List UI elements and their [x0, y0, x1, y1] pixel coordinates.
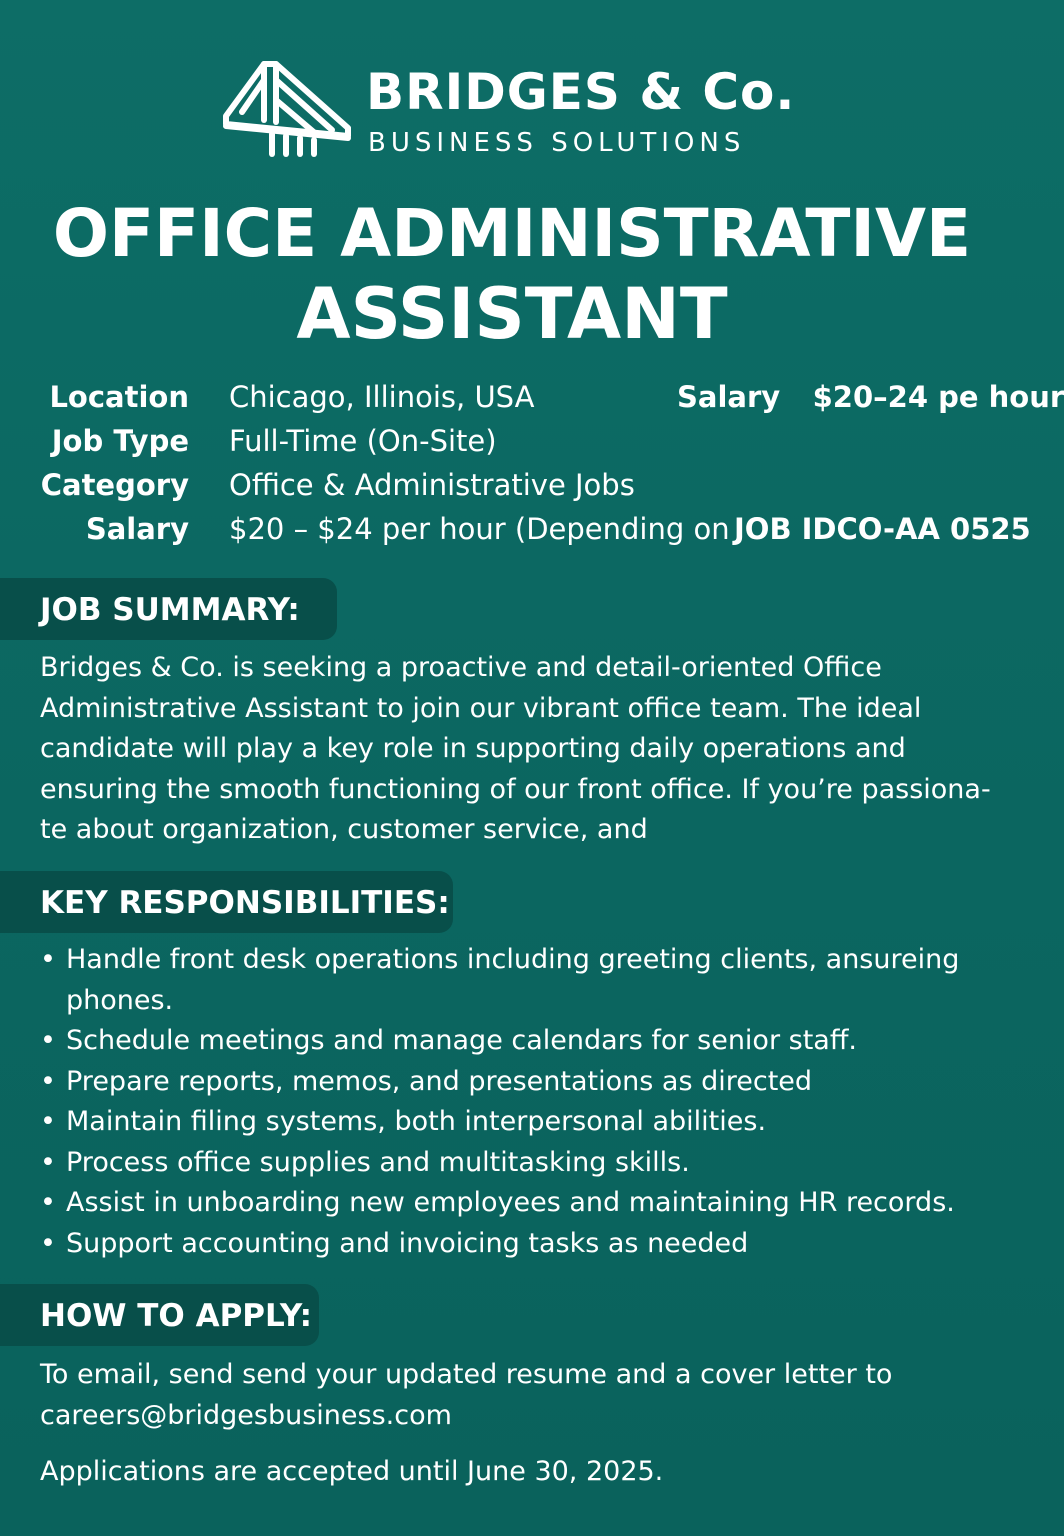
apply-email-link[interactable]: careers@bridgesbusiness.com: [40, 1399, 452, 1431]
category-label: Category: [40, 468, 189, 502]
job-title-line-1: OFFICE ADMINISTRATIVE: [52, 195, 972, 272]
responsibility-text: Assist in unboarding new employees and maintaining HR records.: [66, 1187, 955, 1218]
job-type-value: Full-Time (On-Site): [229, 424, 497, 458]
salary-label: Salary: [85, 512, 189, 546]
list-item: [40, 1224, 1000, 1265]
bullet-icon: •: [40, 1106, 56, 1137]
job-title-line-2: ASSISTANT: [296, 273, 728, 355]
summary-line: Administrative Assistant to join our vibrant office team. The ideal: [40, 692, 922, 724]
summary-line: Bridges & Co. is seeking a proactive and detail-oriented Office: [40, 652, 882, 683]
salary-value: $20 – $24 per hour (Depending on: [229, 512, 730, 546]
job-id-value: CO-AA 0525: [836, 512, 1031, 546]
responsibility-text: Schedule meetings and manage calendars for senior staff.: [66, 1025, 858, 1056]
responsibility-text: Process office supplies and multitasking skills.: [66, 1146, 690, 1178]
location-label: Location: [49, 380, 189, 414]
list-item: [40, 1021, 1000, 1062]
side-salary-value: $20–24 pe hour: [812, 380, 1064, 414]
list-item: [40, 1102, 1000, 1143]
bullet-icon: •: [40, 1187, 56, 1218]
responsibility-text: Maintain filing systems, both interpersonal abilities.: [66, 1106, 767, 1137]
bullet-icon: •: [40, 1025, 56, 1056]
bridge-icon: [222, 54, 354, 158]
apply-heading: HOW TO APPLY:: [40, 1298, 313, 1334]
summary-heading: JOB SUMMARY:: [40, 592, 300, 628]
summary-paragraph: [40, 648, 990, 851]
bullet-icon: •: [40, 1227, 56, 1259]
side-salary-label: Salary: [677, 380, 781, 414]
responsibility-text: Support accounting and invoicing tasks as needed: [66, 1227, 749, 1259]
summary-line: candidate will play a key role in supporting daily operations and: [40, 733, 906, 764]
job-type-label: Job Type: [51, 424, 189, 458]
location-value: Chicago, Illinois, USA: [229, 380, 535, 414]
list-item: [40, 1143, 1000, 1184]
apply-instruction-text: To email, send send your updated resume and a cover letter to: [40, 1359, 893, 1390]
responsibilities-list: [40, 940, 1000, 1264]
brand-name: BRIDGES & Co.: [366, 63, 796, 121]
list-item: [40, 940, 1000, 1021]
apply-deadline: Applications are accepted until June 30, 2025.: [40, 1456, 664, 1487]
responsibilities-heading: KEY RESPONSIBILITIES:: [40, 885, 450, 921]
list-item: [40, 1062, 1000, 1103]
job-id: [734, 511, 1031, 547]
list-item: [40, 1183, 1000, 1224]
bullet-icon: •: [40, 1146, 56, 1178]
summary-line: te about organization, customer service, and: [40, 814, 648, 845]
brand-tagline: BUSINESS SOLUTIONS: [368, 128, 746, 158]
apply-instructions: [40, 1355, 990, 1436]
bullet-icon: •: [40, 1065, 56, 1097]
job-id-label: JOB ID: [734, 512, 837, 546]
company-logo: [222, 52, 822, 162]
summary-line: ensuring the smooth functioning of our front office. If you’re passiona-: [40, 773, 991, 805]
responsibility-text: Prepare reports, memos, and presentations as directed: [66, 1065, 813, 1097]
side-salary: [677, 379, 1064, 415]
responsibility-text: Handle front desk operations including greeting clients, ansureing phones.: [66, 944, 960, 1016]
category-value: Office & Administrative Jobs: [229, 468, 635, 502]
bullet-icon: •: [40, 944, 56, 975]
